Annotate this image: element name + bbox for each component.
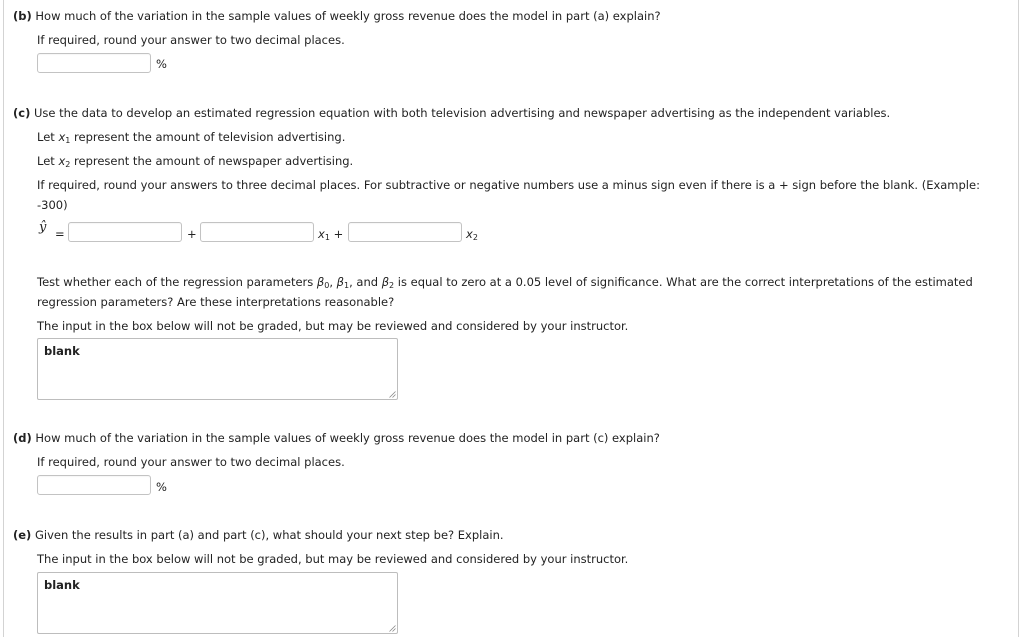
part-d-label: (d) bbox=[13, 431, 32, 445]
part-b-answer-input[interactable] bbox=[37, 53, 151, 73]
y-hat-symbol: ŷ bbox=[39, 220, 47, 235]
x2-term-subscript: 2 bbox=[472, 233, 478, 242]
let-x2-suffix: represent the amount of newspaper advertising. bbox=[74, 154, 354, 168]
part-c-label: (c) bbox=[13, 106, 31, 120]
plus-sign-1: + bbox=[187, 227, 197, 241]
part-d-question-text: How much of the variation in the sample values of weekly gross revenue does the model in part (c) explain? bbox=[35, 431, 660, 445]
beta2-symbol: β bbox=[381, 275, 390, 289]
part-b-question bbox=[13, 9, 661, 23]
x1-term-subscript: 1 bbox=[324, 233, 330, 242]
x2-term bbox=[466, 227, 478, 242]
let-x1-prefix: Let bbox=[37, 130, 55, 144]
test-line1-suffix: is equal to zero at a 0.05 level of significance. What are the correct interpretations of the estimated bbox=[397, 275, 973, 289]
plus-sign-2: + bbox=[333, 227, 344, 241]
part-b-question-text: How much of the variation in the sample values of weekly gross revenue does the model in part (a) explain? bbox=[35, 9, 661, 23]
x1-term-symbol: x bbox=[318, 227, 325, 241]
beta0-symbol: β bbox=[316, 275, 325, 289]
let-x2-prefix: Let bbox=[37, 154, 55, 168]
let-x1-suffix: represent the amount of television advertising. bbox=[74, 130, 346, 144]
x2-term-symbol: x bbox=[466, 227, 473, 241]
beta0-subscript: 0 bbox=[324, 281, 330, 290]
test-line-1 bbox=[37, 275, 973, 290]
part-b-instruction: If required, round your answer to two decimal places. bbox=[37, 33, 345, 47]
x1-symbol: x bbox=[58, 130, 66, 144]
part-c-instruction-line2: -300) bbox=[37, 198, 68, 212]
beta-separator-2: , and bbox=[349, 275, 379, 289]
coefficient-b1-input[interactable] bbox=[200, 222, 314, 242]
resize-grip-icon[interactable] bbox=[389, 625, 396, 632]
beta2-subscript: 2 bbox=[389, 281, 395, 290]
part-d-instruction: If required, round your answer to two decimal places. bbox=[37, 455, 345, 469]
part-b-label: (b) bbox=[13, 9, 32, 23]
x1-term bbox=[318, 227, 343, 242]
part-b-percent-unit: % bbox=[156, 57, 167, 71]
intercept-b0-input[interactable] bbox=[68, 222, 182, 242]
part-c-ungraded-note: The input in the box below will not be graded, but may be reviewed and considered by your instructor. bbox=[37, 319, 629, 333]
part-c-question bbox=[13, 106, 890, 120]
equals-sign: = bbox=[55, 227, 65, 241]
part-e-label: (e) bbox=[13, 528, 32, 542]
part-c-interpretation-textarea[interactable] bbox=[37, 338, 398, 400]
part-c-question-text: Use the data to develop an estimated regression equation with both television advertising and newspaper advertising as the independent variables. bbox=[34, 106, 891, 120]
part-d-question bbox=[13, 431, 660, 445]
part-d-percent-unit: % bbox=[156, 480, 167, 494]
part-d-answer-input[interactable] bbox=[37, 475, 151, 495]
beta-separator-1: , bbox=[329, 275, 333, 289]
test-line-2: regression parameters? Are these interpretations reasonable? bbox=[37, 295, 395, 309]
part-e-next-step-textarea[interactable] bbox=[37, 572, 398, 634]
let-x1-line bbox=[37, 130, 345, 145]
part-e-ungraded-note: The input in the box below will not be graded, but may be reviewed and considered by your instructor. bbox=[37, 552, 629, 566]
part-c-instruction-line1: If required, round your answers to three decimal places. For subtractive or negative numbers use a minus sign even if there is a + sign before the blank. (Example: bbox=[37, 178, 980, 192]
coefficient-b2-input[interactable] bbox=[348, 222, 462, 242]
x2-symbol: x bbox=[58, 154, 66, 168]
part-c-textarea-text: blank bbox=[44, 344, 80, 358]
resize-grip-icon[interactable] bbox=[389, 391, 396, 398]
part-e-question-text: Given the results in part (a) and part (c), what should your next step be? Explain. bbox=[34, 528, 504, 542]
let-x2-line bbox=[37, 154, 353, 169]
part-e-textarea-text: blank bbox=[44, 578, 80, 592]
test-line1-prefix: Test whether each of the regression parameters bbox=[37, 275, 314, 289]
beta1-subscript: 1 bbox=[344, 281, 350, 290]
beta1-symbol: β bbox=[336, 275, 344, 289]
x2-subscript: 2 bbox=[65, 160, 71, 169]
x1-subscript: 1 bbox=[65, 136, 71, 145]
part-e-question bbox=[13, 528, 504, 542]
